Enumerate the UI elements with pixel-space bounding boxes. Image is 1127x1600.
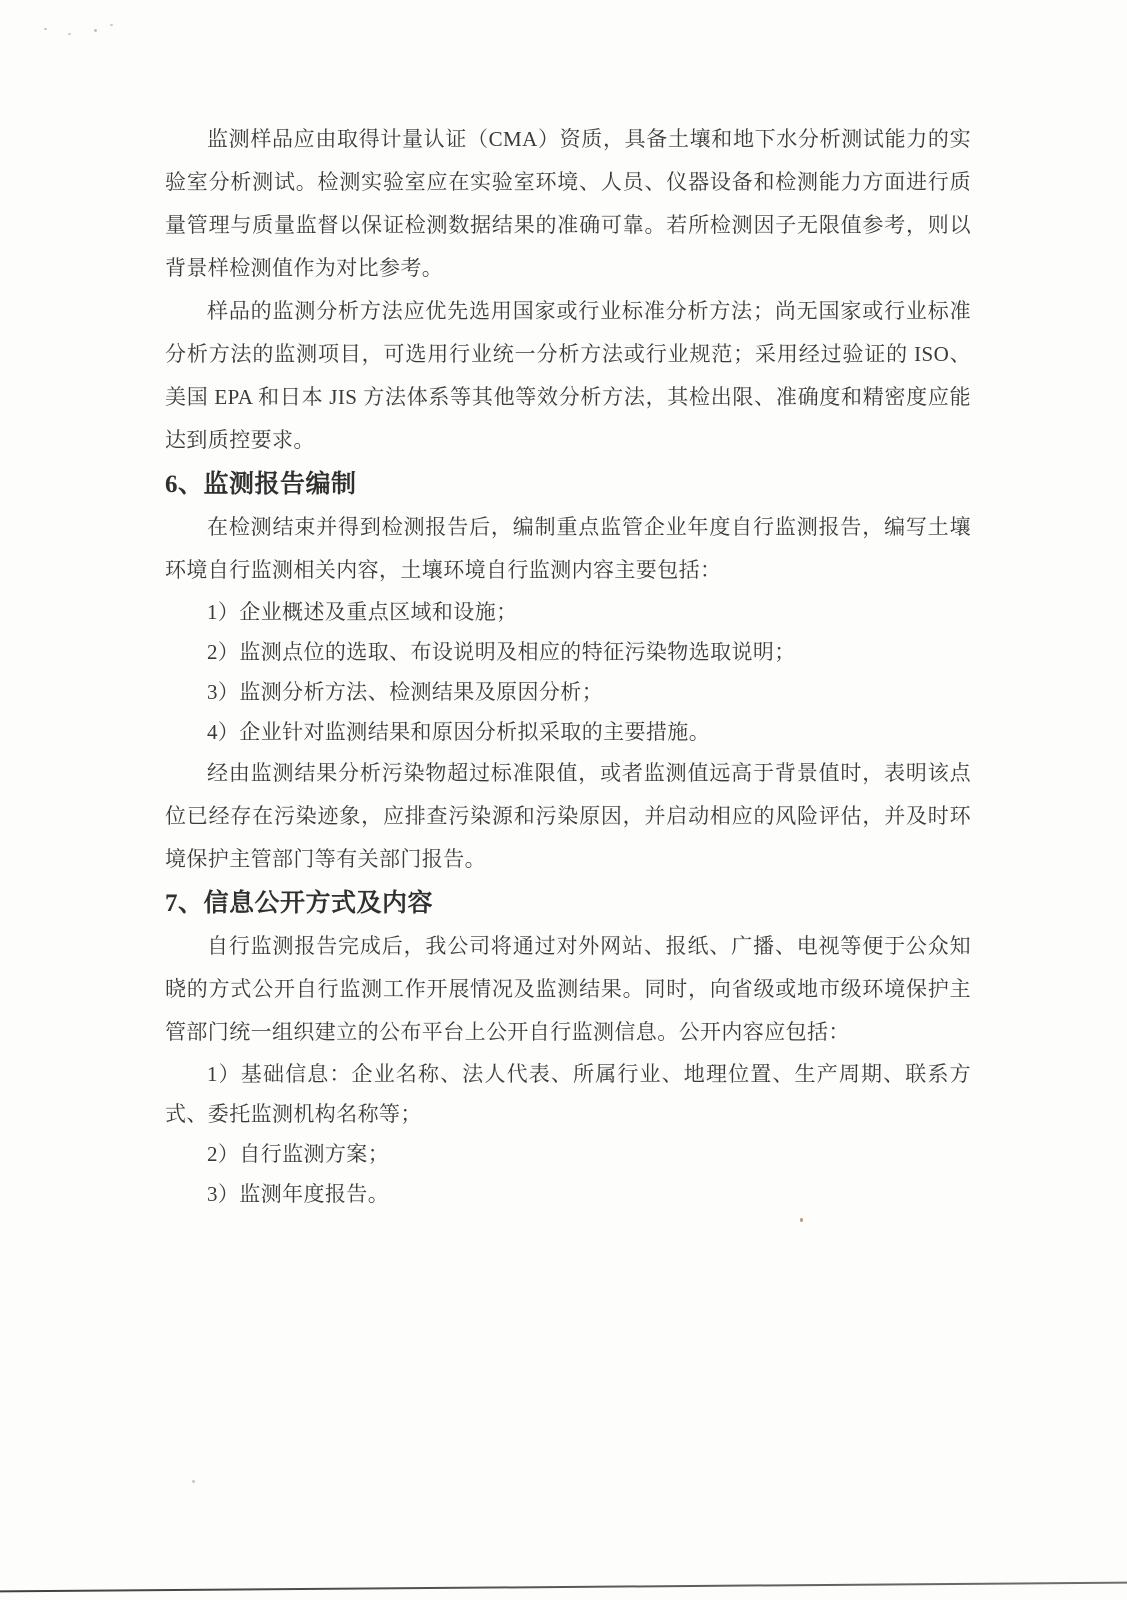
section-6-closing-paragraph: 经由监测结果分析污染物超过标准限值，或者监测值远高于背景值时，表明该点位已经存在污染迹象，应排查污染源和污染原因，并启动相应的风险评估，并及时环境保护主管部门等有关部门报告。 [165, 761, 971, 871]
scan-speck [192, 1480, 195, 1483]
section-7-heading: 7、信息公开方式及内容 [165, 890, 434, 917]
section-6-heading: 6、监测报告编制 [165, 471, 357, 498]
intro-paragraph-2: 样品的监测分析方法应优先选用国家或行业标准分析方法；尚无国家或行业标准分析方法的监测项目，可选用行业统一分析方法或行业规范；采用经过验证的 ISO、美国 EPA 和日本 JIS 方法体系等其他等效分析方法，其检出限、准确度和精密度应能达到质控要求。 [165, 299, 971, 452]
intro-paragraph-1: 监测样品应由取得计量认证（CMA）资质，具备土壤和地下水分析测试能力的实验室分析测试。检测实验室应在实验室环境、人员、仪器设备和检测能力方面进行质量管理与质量监督以保证检测数据结果的准确可靠。若所检测因子无限值参考，则以背景样检测值作为对比参考。 [165, 127, 971, 280]
section-6-intro: 在检测结束并得到检测报告后，编制重点监管企业年度自行监测报告，编写土壤环境自行监测相关内容，土壤环境自行监测内容主要包括： [165, 515, 971, 582]
list-item: 1）企业概述及重点区域和设施； [207, 600, 518, 624]
list-item: 4）企业针对监测结果和原因分析拟采取的主要措施。 [207, 720, 711, 744]
scan-speck [94, 29, 97, 32]
list-item: 2）自行监测方案； [207, 1142, 390, 1166]
list-item: 2）监测点位的选取、布设说明及相应的特征污染物选取说明； [207, 640, 796, 664]
document-body [165, 118, 971, 1214]
scan-speck [110, 24, 113, 26]
scan-edge-artifact [0, 1582, 1127, 1593]
list-item: 1）基础信息：企业名称、法人代表、所属行业、地理位置、生产周期、联系方式、委托监测机构名称等； [165, 1062, 971, 1126]
list-item: 3）监测年度报告。 [207, 1182, 390, 1206]
scan-speck [68, 33, 71, 35]
section-7-intro: 自行监测报告完成后，我公司将通过对外网站、报纸、广播、电视等便于公众知晓的方式公开自行监测工作开展情况及监测结果。同时，向省级或地市级环境保护主管部门统一组织建立的公布平台上公开自行监测信息。公开内容应包括： [165, 934, 971, 1044]
scan-speck [800, 1218, 803, 1222]
list-item: 3）监测分析方法、检测结果及原因分析； [207, 680, 604, 704]
scan-speck [44, 28, 47, 30]
